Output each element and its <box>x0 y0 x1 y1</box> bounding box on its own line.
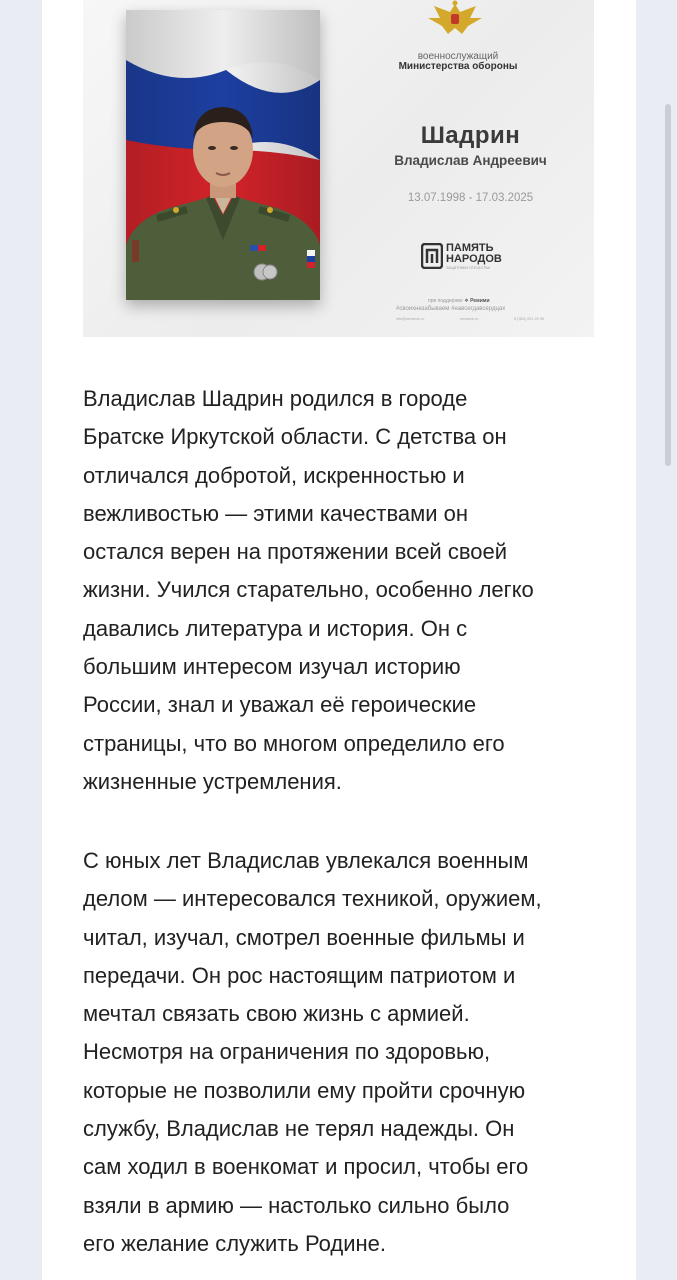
pamyat-narodov-logo-icon <box>421 243 443 269</box>
article-paragraph-1 <box>83 380 603 801</box>
paragraph-line: жизненные устремления. <box>83 768 342 794</box>
contact-email: info@remame.ru <box>396 317 425 321</box>
memorial-banner-image <box>83 0 594 337</box>
life-dates: 13.07.1998 - 17.03.2025 <box>407 192 534 204</box>
soldier-portrait-photo <box>126 10 320 300</box>
paragraph-line: отличался добротой, искренностью и <box>83 462 465 488</box>
ministry-caption: военнослужащий <box>417 51 499 62</box>
ministry-name: Министерства обороны <box>398 61 518 72</box>
pamyat-narodov-logo-text: ПАМЯТЬ НАРОДОВ <box>446 242 502 265</box>
contact-phone: 8 (383) 201 25 96 <box>514 317 544 321</box>
hashtags: #своихнезабываем #навсегдавсердцах <box>396 306 506 312</box>
paragraph-line: читал, изучал, смотрел военные фильмы и <box>83 924 525 950</box>
double-headed-eagle-icon <box>424 0 486 36</box>
remimi-logo-icon: ❖ <box>464 298 469 304</box>
paragraph-line: давались литература и история. Он с <box>83 615 468 641</box>
paragraph-line: жизни. Учился старательно, особенно легко <box>83 577 534 603</box>
scrollbar-thumb[interactable] <box>665 104 671 466</box>
paragraph-line: Братске Иркутской области. С детства он <box>83 424 507 450</box>
paragraph-line: большим интересом изучал историю <box>83 654 461 680</box>
contacts-line <box>396 317 544 321</box>
paragraph-line: мечтал связать свою жизнь с армией. <box>83 1001 470 1027</box>
paragraph-line: взяли в армию — настолько сильно было <box>83 1192 510 1218</box>
paragraph-line: сам ходил в военкомат и просил, чтобы его <box>83 1154 529 1180</box>
paragraph-line: службу, Владислав не терял надежды. Он <box>83 1116 515 1142</box>
paragraph-line: делом — интересовался техникой, оружием, <box>83 886 542 912</box>
support-note: при поддержке ❖ Ремими <box>428 298 490 304</box>
paragraph-line: Владислав Шадрин родился в городе <box>83 386 468 411</box>
paragraph-line: Несмотря на ограничения по здоровью, <box>83 1039 491 1065</box>
paragraph-line: страницы, что во многом определило его <box>83 730 505 756</box>
paragraph-line: передачи. Он рос настоящим патриотом и <box>83 962 516 988</box>
paragraph-line: которые не позволили ему пройти срочную <box>83 1077 526 1103</box>
contact-site: remame.ru <box>460 317 479 321</box>
article-paragraph-2 <box>83 842 603 1263</box>
soldier-given-names: Владислав Андреевич <box>394 153 547 168</box>
paragraph-line: С юных лет Владислав увлекался военным <box>83 848 529 873</box>
paragraph-line: его желание служить Родине. <box>83 1230 387 1256</box>
paragraph-line: вежливостью — этими качествами он <box>83 500 469 526</box>
paragraph-line: остался верен на протяжении всей своей <box>83 539 508 565</box>
logo-tagline: ЗАЩИТНИКИ ОТЕЧЕСТВА <box>446 266 490 270</box>
paragraph-line: России, знал и уважал её героические <box>83 692 477 718</box>
soldier-surname: Шадрин <box>420 122 521 149</box>
